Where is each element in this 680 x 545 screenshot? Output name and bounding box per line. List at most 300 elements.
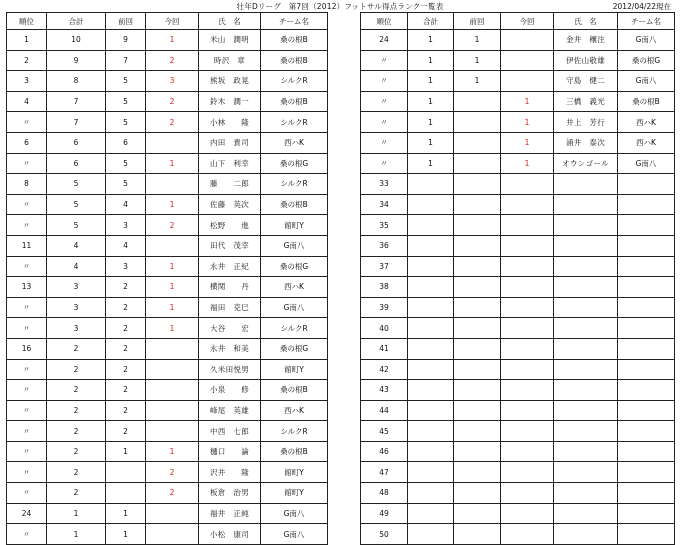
total-cell: 1: [408, 153, 454, 174]
team-name-cell: 桑の根B: [261, 441, 328, 462]
total-cell: 2: [47, 359, 106, 380]
total-cell: [408, 400, 454, 421]
previous-cell: 2: [106, 359, 146, 380]
previous-cell: [454, 503, 501, 524]
total-cell: 10: [47, 30, 106, 51]
player-name-cell: [554, 235, 618, 256]
rank-cell: 41: [361, 338, 408, 359]
rank-cell: 36: [361, 235, 408, 256]
total-cell: 1: [408, 30, 454, 51]
table-row: [7, 400, 328, 421]
previous-cell: [454, 112, 501, 133]
player-name-cell: 内田 貴司: [199, 132, 261, 153]
current-cell: 1: [146, 318, 199, 339]
previous-cell: 1: [106, 441, 146, 462]
player-name-cell: 熊坂 政晃: [199, 71, 261, 92]
player-name-cell: [554, 194, 618, 215]
table-row: [7, 483, 328, 504]
team-name-cell: [618, 462, 675, 483]
rank-cell: 33: [361, 174, 408, 195]
player-name-cell: 藤 二郎: [199, 174, 261, 195]
player-name-cell: [554, 256, 618, 277]
as-of-date: 2012/04/22現在: [612, 2, 671, 11]
team-name-cell: 館町Y: [261, 483, 328, 504]
player-name-cell: 永井 和美: [199, 338, 261, 359]
player-name-cell: 守島 健二: [554, 71, 618, 92]
table-row: [361, 30, 675, 51]
total-cell: 2: [47, 462, 106, 483]
rank-cell: 〃: [7, 318, 47, 339]
rank-cell: 34: [361, 194, 408, 215]
total-cell: [408, 462, 454, 483]
team-name-cell: シルクR: [261, 71, 328, 92]
team-name-cell: 桑の根B: [261, 91, 328, 112]
previous-cell: [454, 318, 501, 339]
team-name-cell: [618, 483, 675, 504]
team-name-cell: [618, 297, 675, 318]
team-name-cell: 桑の根B: [261, 50, 328, 71]
current-cell: [501, 174, 554, 195]
current-cell: [501, 338, 554, 359]
header-rank: 順位: [7, 13, 47, 30]
total-cell: 2: [47, 441, 106, 462]
rank-cell: 〃: [7, 462, 47, 483]
table-row: [361, 50, 675, 71]
table-row: [7, 256, 328, 277]
player-name-cell: 田代 茂幸: [199, 235, 261, 256]
team-name-cell: [618, 174, 675, 195]
rank-cell: 46: [361, 441, 408, 462]
team-name-cell: シルクR: [261, 318, 328, 339]
team-name-cell: [618, 380, 675, 401]
team-name-cell: [618, 400, 675, 421]
team-name-cell: 西ハK: [261, 132, 328, 153]
table-row: [361, 380, 675, 401]
current-cell: [501, 524, 554, 545]
total-cell: [408, 380, 454, 401]
current-cell: [501, 380, 554, 401]
player-name-cell: 米山 潤明: [199, 30, 261, 51]
page-title: 壮年Dリーグ 第7回（2012）フットサル得点ランク一覧表: [236, 2, 444, 11]
team-name-cell: 桑の根B: [261, 30, 328, 51]
team-name-cell: 館町Y: [261, 359, 328, 380]
team-name-cell: シルクR: [261, 421, 328, 442]
player-name-cell: [554, 524, 618, 545]
current-cell: [501, 256, 554, 277]
rank-cell: 〃: [361, 71, 408, 92]
total-cell: 2: [47, 380, 106, 401]
player-name-cell: 樋口 論: [199, 441, 261, 462]
total-cell: 6: [47, 132, 106, 153]
rank-cell: 〃: [361, 132, 408, 153]
previous-cell: 2: [106, 277, 146, 298]
team-name-cell: 西ハK: [618, 132, 675, 153]
rank-cell: 16: [7, 338, 47, 359]
header-current: 今回: [146, 13, 199, 30]
previous-cell: [454, 91, 501, 112]
team-name-cell: [618, 277, 675, 298]
total-cell: 5: [47, 215, 106, 236]
current-cell: [501, 441, 554, 462]
player-name-cell: [554, 503, 618, 524]
team-name-cell: G南八: [618, 30, 675, 51]
total-cell: 1: [47, 524, 106, 545]
total-cell: 1: [408, 50, 454, 71]
total-cell: 3: [47, 277, 106, 298]
team-name-cell: 桑の根G: [261, 338, 328, 359]
table-row: [361, 421, 675, 442]
current-cell: [501, 235, 554, 256]
current-cell: 1: [501, 91, 554, 112]
previous-cell: 5: [106, 71, 146, 92]
previous-cell: 7: [106, 50, 146, 71]
header-row: [361, 13, 675, 30]
player-name-cell: 涌井 泰次: [554, 132, 618, 153]
player-name-cell: 横関 丹: [199, 277, 261, 298]
total-cell: [408, 359, 454, 380]
table-row: [7, 318, 328, 339]
table-row: [7, 174, 328, 195]
header-team: チーム名: [261, 13, 328, 30]
total-cell: 2: [47, 338, 106, 359]
rank-cell: 〃: [7, 112, 47, 133]
player-name-cell: オウンゴール: [554, 153, 618, 174]
previous-cell: [454, 194, 501, 215]
table-row: [7, 50, 328, 71]
current-cell: [146, 503, 199, 524]
rank-cell: 13: [7, 277, 47, 298]
previous-cell: [454, 215, 501, 236]
previous-cell: 2: [106, 297, 146, 318]
table-row: [361, 215, 675, 236]
table-row: [7, 277, 328, 298]
team-name-cell: 館町Y: [261, 215, 328, 236]
table-row: [361, 359, 675, 380]
total-cell: 5: [47, 174, 106, 195]
team-name-cell: 桑の根G: [618, 50, 675, 71]
player-name-cell: 井上 芳行: [554, 112, 618, 133]
rank-cell: 〃: [361, 50, 408, 71]
previous-cell: 5: [106, 112, 146, 133]
team-name-cell: G南八: [261, 524, 328, 545]
rank-cell: 〃: [361, 91, 408, 112]
player-name-cell: 小林 隆: [199, 112, 261, 133]
table-row: [361, 112, 675, 133]
player-name-cell: [554, 380, 618, 401]
table-row: [361, 153, 675, 174]
current-cell: [501, 194, 554, 215]
team-name-cell: G南八: [261, 297, 328, 318]
total-cell: [408, 297, 454, 318]
player-name-cell: [554, 421, 618, 442]
team-name-cell: [618, 441, 675, 462]
rank-cell: 11: [7, 235, 47, 256]
previous-cell: 9: [106, 30, 146, 51]
player-name-cell: 永井 正紀: [199, 256, 261, 277]
current-cell: [146, 400, 199, 421]
team-name-cell: [618, 256, 675, 277]
table-row: [361, 483, 675, 504]
current-cell: 1: [146, 277, 199, 298]
team-name-cell: G南八: [618, 71, 675, 92]
table-row: [361, 71, 675, 92]
player-name-cell: 小泉 修: [199, 380, 261, 401]
player-name-cell: 伊佐山敬雄: [554, 50, 618, 71]
total-cell: 2: [47, 421, 106, 442]
current-cell: 2: [146, 112, 199, 133]
rank-cell: 〃: [361, 153, 408, 174]
player-name-cell: 佐藤 英次: [199, 194, 261, 215]
current-cell: [501, 215, 554, 236]
previous-cell: [454, 277, 501, 298]
team-name-cell: G南八: [261, 503, 328, 524]
header-row: [7, 13, 328, 30]
header-previous: 前回: [106, 13, 146, 30]
table-row: [361, 338, 675, 359]
rank-cell: 50: [361, 524, 408, 545]
rank-cell: 1: [7, 30, 47, 51]
total-cell: [408, 215, 454, 236]
rank-cell: 40: [361, 318, 408, 339]
table-row: [7, 91, 328, 112]
team-name-cell: 桑の根G: [261, 256, 328, 277]
previous-cell: 2: [106, 338, 146, 359]
previous-cell: [106, 483, 146, 504]
header-current: 今回: [501, 13, 554, 30]
previous-cell: 5: [106, 153, 146, 174]
current-cell: [501, 359, 554, 380]
total-cell: 8: [47, 71, 106, 92]
rank-cell: 24: [361, 30, 408, 51]
team-name-cell: [618, 421, 675, 442]
total-cell: [408, 318, 454, 339]
table-row: [361, 235, 675, 256]
current-cell: 1: [501, 112, 554, 133]
player-name-cell: 峰尾 英雄: [199, 400, 261, 421]
total-cell: 7: [47, 112, 106, 133]
previous-cell: 3: [106, 215, 146, 236]
table-row: [361, 91, 675, 112]
player-name-cell: [554, 318, 618, 339]
player-name-cell: [554, 483, 618, 504]
previous-cell: [454, 359, 501, 380]
rank-cell: 49: [361, 503, 408, 524]
player-name-cell: 沢井 隆: [199, 462, 261, 483]
rank-cell: 4: [7, 91, 47, 112]
rank-cell: 〃: [7, 153, 47, 174]
total-cell: 1: [408, 112, 454, 133]
table-row: [7, 215, 328, 236]
table-row: [361, 318, 675, 339]
team-name-cell: [618, 338, 675, 359]
player-name-cell: 大谷 宏: [199, 318, 261, 339]
table-row: [361, 524, 675, 545]
previous-cell: [454, 462, 501, 483]
previous-cell: 2: [106, 318, 146, 339]
team-name-cell: [618, 215, 675, 236]
rank-cell: 48: [361, 483, 408, 504]
current-cell: [146, 524, 199, 545]
header-total: 合計: [47, 13, 106, 30]
header-previous: 前回: [454, 13, 501, 30]
rank-cell: 〃: [7, 524, 47, 545]
rank-cell: 〃: [7, 400, 47, 421]
current-cell: 3: [146, 71, 199, 92]
current-cell: 1: [146, 153, 199, 174]
current-cell: 2: [146, 91, 199, 112]
current-cell: [501, 462, 554, 483]
team-name-cell: 桑の根G: [261, 153, 328, 174]
total-cell: 2: [47, 483, 106, 504]
table-row: [7, 441, 328, 462]
rank-cell: 45: [361, 421, 408, 442]
previous-cell: [454, 235, 501, 256]
table-row: [7, 338, 328, 359]
total-cell: [408, 441, 454, 462]
previous-cell: 4: [106, 235, 146, 256]
current-cell: [501, 71, 554, 92]
total-cell: [408, 174, 454, 195]
team-name-cell: 西ハK: [261, 277, 328, 298]
previous-cell: 1: [454, 71, 501, 92]
current-cell: 2: [146, 483, 199, 504]
current-cell: 1: [146, 441, 199, 462]
previous-cell: [454, 256, 501, 277]
table-row: [361, 174, 675, 195]
previous-cell: [454, 174, 501, 195]
rank-cell: 39: [361, 297, 408, 318]
header-name: 氏 名: [554, 13, 618, 30]
ranking-table-left: [6, 12, 328, 545]
previous-cell: [454, 153, 501, 174]
player-name-cell: 中西 七郎: [199, 421, 261, 442]
team-name-cell: [618, 235, 675, 256]
previous-cell: 2: [106, 380, 146, 401]
team-name-cell: [618, 524, 675, 545]
player-name-cell: [554, 359, 618, 380]
player-name-cell: 福田 克巳: [199, 297, 261, 318]
current-cell: [146, 338, 199, 359]
table-row: [7, 194, 328, 215]
player-name-cell: 福井 正純: [199, 503, 261, 524]
total-cell: 4: [47, 235, 106, 256]
player-name-cell: 久米田悦男: [199, 359, 261, 380]
current-cell: [146, 174, 199, 195]
table-row: [361, 277, 675, 298]
previous-cell: [454, 338, 501, 359]
current-cell: [501, 30, 554, 51]
current-cell: [146, 132, 199, 153]
table-row: [361, 503, 675, 524]
table-row: [361, 256, 675, 277]
table-row: [7, 462, 328, 483]
player-name-cell: [554, 215, 618, 236]
table-row: [7, 524, 328, 545]
current-cell: [501, 400, 554, 421]
team-name-cell: 桑の根B: [261, 380, 328, 401]
rank-cell: 〃: [7, 297, 47, 318]
team-name-cell: 桑の根B: [261, 194, 328, 215]
previous-cell: 5: [106, 91, 146, 112]
total-cell: 7: [47, 91, 106, 112]
current-cell: 1: [501, 132, 554, 153]
player-name-cell: [554, 400, 618, 421]
team-name-cell: G南八: [261, 235, 328, 256]
table-row: [361, 462, 675, 483]
table-row: [7, 30, 328, 51]
table-row: [361, 194, 675, 215]
table-row: [7, 112, 328, 133]
previous-cell: [454, 483, 501, 504]
total-cell: 3: [47, 297, 106, 318]
current-cell: 1: [146, 256, 199, 277]
header-rank: 順位: [361, 13, 408, 30]
player-name-cell: [554, 338, 618, 359]
player-name-cell: [554, 441, 618, 462]
previous-cell: 1: [454, 30, 501, 51]
total-cell: [408, 194, 454, 215]
current-cell: [501, 318, 554, 339]
team-name-cell: シルクR: [261, 112, 328, 133]
current-cell: 1: [146, 297, 199, 318]
team-name-cell: 桑の根B: [618, 91, 675, 112]
previous-cell: 1: [106, 503, 146, 524]
previous-cell: [454, 297, 501, 318]
player-name-cell: 松野 進: [199, 215, 261, 236]
rank-cell: 〃: [7, 256, 47, 277]
rank-cell: 47: [361, 462, 408, 483]
total-cell: 6: [47, 153, 106, 174]
total-cell: [408, 256, 454, 277]
table-row: [7, 153, 328, 174]
total-cell: 9: [47, 50, 106, 71]
team-name-cell: [618, 503, 675, 524]
team-name-cell: シルクR: [261, 174, 328, 195]
total-cell: 4: [47, 256, 106, 277]
previous-cell: [454, 132, 501, 153]
table-row: [361, 400, 675, 421]
header-name: 氏 名: [199, 13, 261, 30]
total-cell: [408, 421, 454, 442]
current-cell: [501, 297, 554, 318]
rank-cell: 43: [361, 380, 408, 401]
total-cell: 1: [408, 71, 454, 92]
total-cell: [408, 235, 454, 256]
rank-cell: 〃: [361, 112, 408, 133]
player-name-cell: [554, 174, 618, 195]
previous-cell: 4: [106, 194, 146, 215]
previous-cell: 2: [106, 421, 146, 442]
ranking-table-right: [360, 12, 675, 545]
table-row: [7, 421, 328, 442]
table-row: [361, 297, 675, 318]
total-cell: 3: [47, 318, 106, 339]
rank-cell: 6: [7, 132, 47, 153]
player-name-cell: 金井 穰注: [554, 30, 618, 51]
table-row: [7, 380, 328, 401]
rank-cell: 35: [361, 215, 408, 236]
table-row: [7, 297, 328, 318]
table-row: [7, 132, 328, 153]
current-cell: [501, 421, 554, 442]
current-cell: [501, 50, 554, 71]
rank-cell: 42: [361, 359, 408, 380]
player-name-cell: [554, 297, 618, 318]
table-row: [7, 359, 328, 380]
team-name-cell: 西ハK: [618, 112, 675, 133]
player-name-cell: 鈴木 潤一: [199, 91, 261, 112]
current-cell: [501, 483, 554, 504]
